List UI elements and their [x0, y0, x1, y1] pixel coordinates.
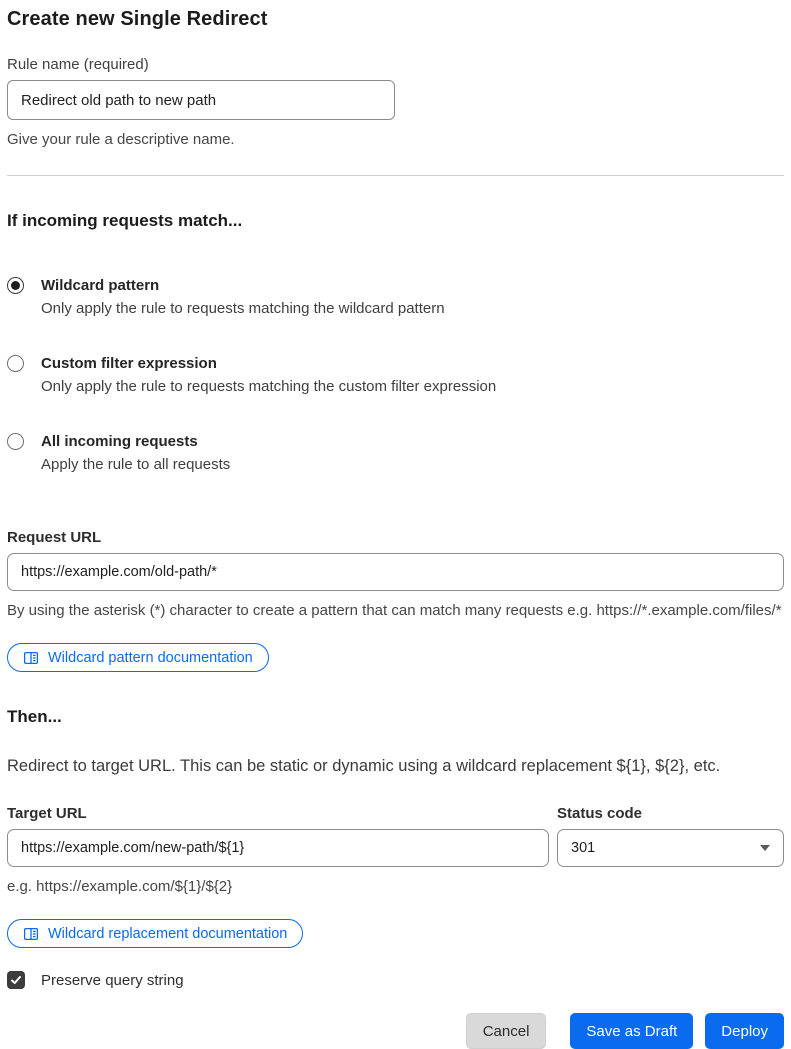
target-status-row	[7, 805, 784, 899]
radio-button-icon[interactable]	[7, 433, 24, 450]
status-code-label: Status code	[557, 805, 643, 822]
radio-option-description: Only apply the rule to requests matching the custom filter expression	[41, 378, 497, 395]
save-as-draft-button[interactable]: Save as Draft	[570, 1013, 693, 1049]
rule-name-label: Rule name (required)	[7, 56, 149, 73]
radio-option-wildcard-pattern[interactable]	[7, 259, 784, 337]
form-action-bar	[7, 1013, 784, 1049]
target-url-input[interactable]	[7, 829, 549, 867]
open-book-icon	[23, 650, 39, 666]
request-url-input[interactable]	[7, 553, 784, 591]
rule-name-field	[7, 56, 784, 152]
wildcard-replacement-doc-button[interactable]	[7, 919, 303, 948]
doc-button-label: Wildcard replacement documentation	[48, 925, 288, 942]
rule-name-input[interactable]	[7, 80, 395, 120]
request-url-help: By using the asterisk (*) character to create a pattern that can match many requests e.g. https://*.example.com/files/*	[7, 602, 782, 619]
cancel-button[interactable]: Cancel	[466, 1013, 547, 1049]
page-title: Create new Single Redirect	[7, 8, 268, 30]
radio-option-description: Only apply the rule to requests matching the wildcard pattern	[41, 300, 445, 317]
target-url-field	[7, 805, 549, 899]
request-url-field	[7, 529, 784, 672]
status-code-value: 301	[571, 840, 596, 856]
then-section-description: Redirect to target URL. This can be static or dynamic using a wildcard replacement ${1}, ${2}, etc.	[7, 757, 721, 775]
request-url-label: Request URL	[7, 529, 102, 546]
section-divider	[7, 175, 784, 176]
radio-button-icon[interactable]	[7, 355, 24, 372]
match-section-heading: If incoming requests match...	[7, 211, 243, 230]
checkbox-checked-icon[interactable]	[7, 971, 25, 989]
deploy-button[interactable]: Deploy	[705, 1013, 784, 1049]
rule-name-help: Give your rule a descriptive name.	[7, 131, 235, 148]
radio-option-description: Apply the rule to all requests	[41, 456, 231, 473]
radio-option-label: Wildcard pattern	[41, 277, 160, 294]
then-section-heading: Then...	[7, 707, 62, 726]
radio-option-label: Custom filter expression	[41, 355, 217, 372]
status-code-select[interactable]	[557, 829, 784, 867]
chevron-down-icon	[760, 845, 770, 851]
match-type-radio-group	[7, 259, 784, 493]
wildcard-pattern-doc-button[interactable]	[7, 643, 269, 672]
open-book-icon	[23, 926, 39, 942]
doc-button-label: Wildcard pattern documentation	[48, 649, 253, 666]
radio-option-all-requests[interactable]	[7, 415, 784, 493]
preserve-query-row[interactable]	[7, 971, 784, 989]
preserve-query-label: Preserve query string	[41, 971, 184, 989]
target-url-help: e.g. https://example.com/${1}/${2}	[7, 878, 233, 895]
radio-option-label: All incoming requests	[41, 433, 198, 450]
radio-option-custom-filter[interactable]	[7, 337, 784, 415]
radio-button-icon[interactable]	[7, 277, 24, 294]
target-url-label: Target URL	[7, 805, 87, 822]
status-code-field	[557, 805, 784, 899]
